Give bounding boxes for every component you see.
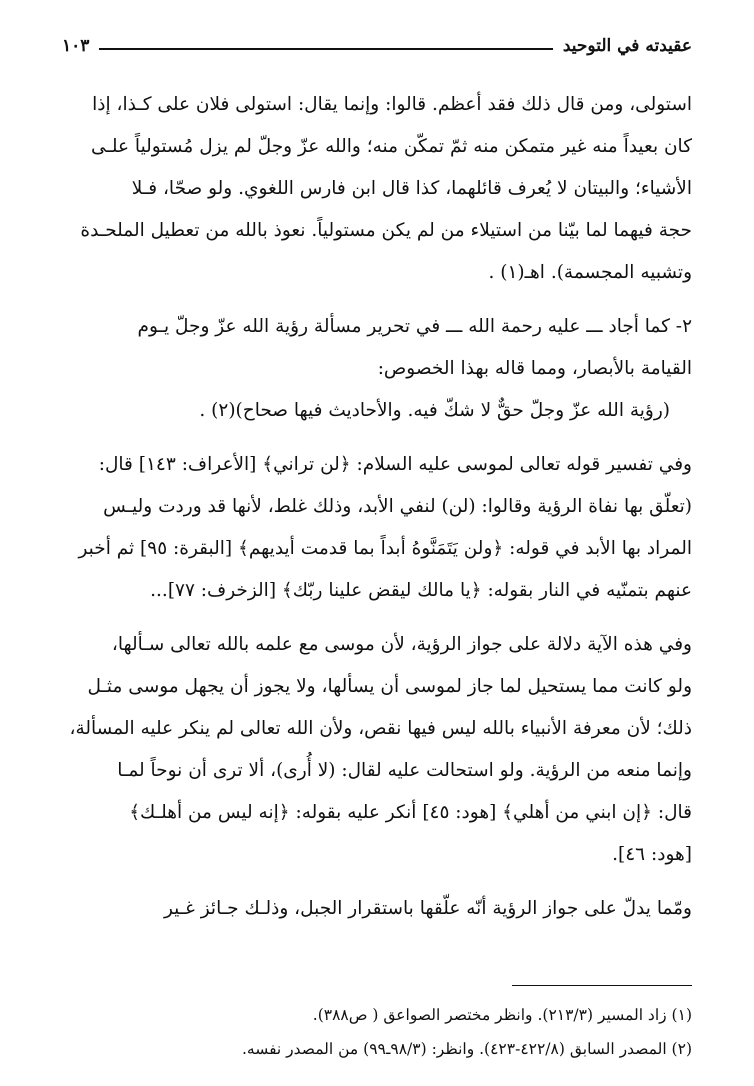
paragraph-gap <box>62 294 692 306</box>
text-line: الأشياء؛ والبيتان لا يُعرف قائلهما، كذا قال ابن فارس اللغوي. ولو صحّا، فـلا <box>131 178 692 199</box>
text-line: كان بعيداً منه غير متمكن منه ثمّ تمكّن منه؛ والله عزّ وجلّ لم يزل مُستولياً علـى <box>91 136 692 157</box>
text-line: ولو كانت مما يستحيل لما جاز لموسى أن يسألها، ولا يجوز أن يجهل موسى مثـل <box>87 676 692 697</box>
text-line: القيامة بالأبصار، ومما قاله بهذا الخصوص: <box>377 358 692 379</box>
quote-paragraph <box>62 390 692 432</box>
footnote-2: (٢) المصدر السابق (٤٢٢/٨-٤٢٣). وانظر: (٩٨/٣ـ٩٩) من المصدر نفسه. <box>242 1040 692 1058</box>
footnotes <box>62 998 692 1066</box>
running-header <box>62 30 692 56</box>
text-line: عنهم بتمنّيه في النار بقوله: ﴿يا مالك ليقض علينا ربّك﴾ [الزخرف: ٧٧]... <box>150 580 692 601</box>
paragraph-5 <box>62 624 692 876</box>
text-line: (تعلّق بها نفاة الرؤية وقالوا: (لن) لنفي الأبد، وذلك غلط، لأنها قد وردت وليـس <box>103 496 692 517</box>
running-header-title: عقيدته في التوحيد <box>562 36 692 56</box>
footnote-rule <box>512 985 692 986</box>
text-line: ومّما يدلّ على جواز الرؤية أنّه علّقها باستقرار الجبل، وذلـك جـائز غـير <box>163 898 692 919</box>
text-line: وفي هذه الآية دلالة على جواز الرؤية، لأن موسى مع علمه بالله تعالى سـألها، <box>111 634 692 655</box>
paragraph-gap <box>62 432 692 444</box>
text-line: وإنما منعه من الرؤية. ولو استحالت عليه لقال: (لا أُرى)، ألا ترى أن نوحاً لمـا <box>117 760 692 781</box>
text-line: وفي تفسير قوله تعالى لموسى عليه السلام: ﴿لن تراني﴾ [الأعراف: ١٤٣] قال: <box>98 454 692 475</box>
paragraph-6 <box>62 888 692 930</box>
paragraph-gap <box>62 876 692 888</box>
text-line: ذلك؛ لأن معرفة الأنبياء بالله ليس فيها نقص، ولأن الله تعالى لم ينكر عليه المسألة، <box>69 718 692 739</box>
text-line: وتشبيه المجسمة). اهـ(١) . <box>488 262 692 283</box>
paragraph-2 <box>62 306 692 390</box>
text-line: حجة فيهما لما بيّنا من استيلاء من لم يكن مستولياً. نعوذ بالله من تعطيل الملحـدة <box>80 220 692 241</box>
page-number: ١٠٣ <box>62 36 90 56</box>
body-text <box>62 84 692 930</box>
paragraph-gap <box>62 612 692 624</box>
header-rule <box>99 48 552 50</box>
text-line: ٢- كما أجاد ـــ عليه رحمة الله ـــ في تحرير مسألة رؤية الله عزّ وجلّ يـوم <box>137 316 692 337</box>
text-line: [هود: ٤٦]. <box>612 844 692 865</box>
paragraph-1 <box>62 84 692 294</box>
text-line: استولى، ومن قال ذلك فقد أعظم. قالوا: وإنما يقال: استولى فلان على كـذا، إذا <box>92 94 692 115</box>
text-line: (رؤية الله عزّ وجلّ حقٌّ لا شكّ فيه. والأحاديث فيها صحاح)(٢) . <box>199 400 670 421</box>
footnote-1: (١) زاد المسير (٢١٣/٣). وانظر مختصر الصواعق ( ص٣٨٨). <box>312 1006 692 1024</box>
text-line: قال: ﴿إن ابني من أهلي﴾ [هود: ٤٥] أنكر عليه بقوله: ﴿إنه ليس من أهلـك﴾ <box>129 802 692 823</box>
text-line: المراد بها الأبد في قوله: ﴿ولن يَتَمَنَّوهُ أبداً بما قدمت أيديهم﴾ [البقرة: ٩٥] ثم أخبر <box>78 538 692 559</box>
paragraph-4 <box>62 444 692 612</box>
